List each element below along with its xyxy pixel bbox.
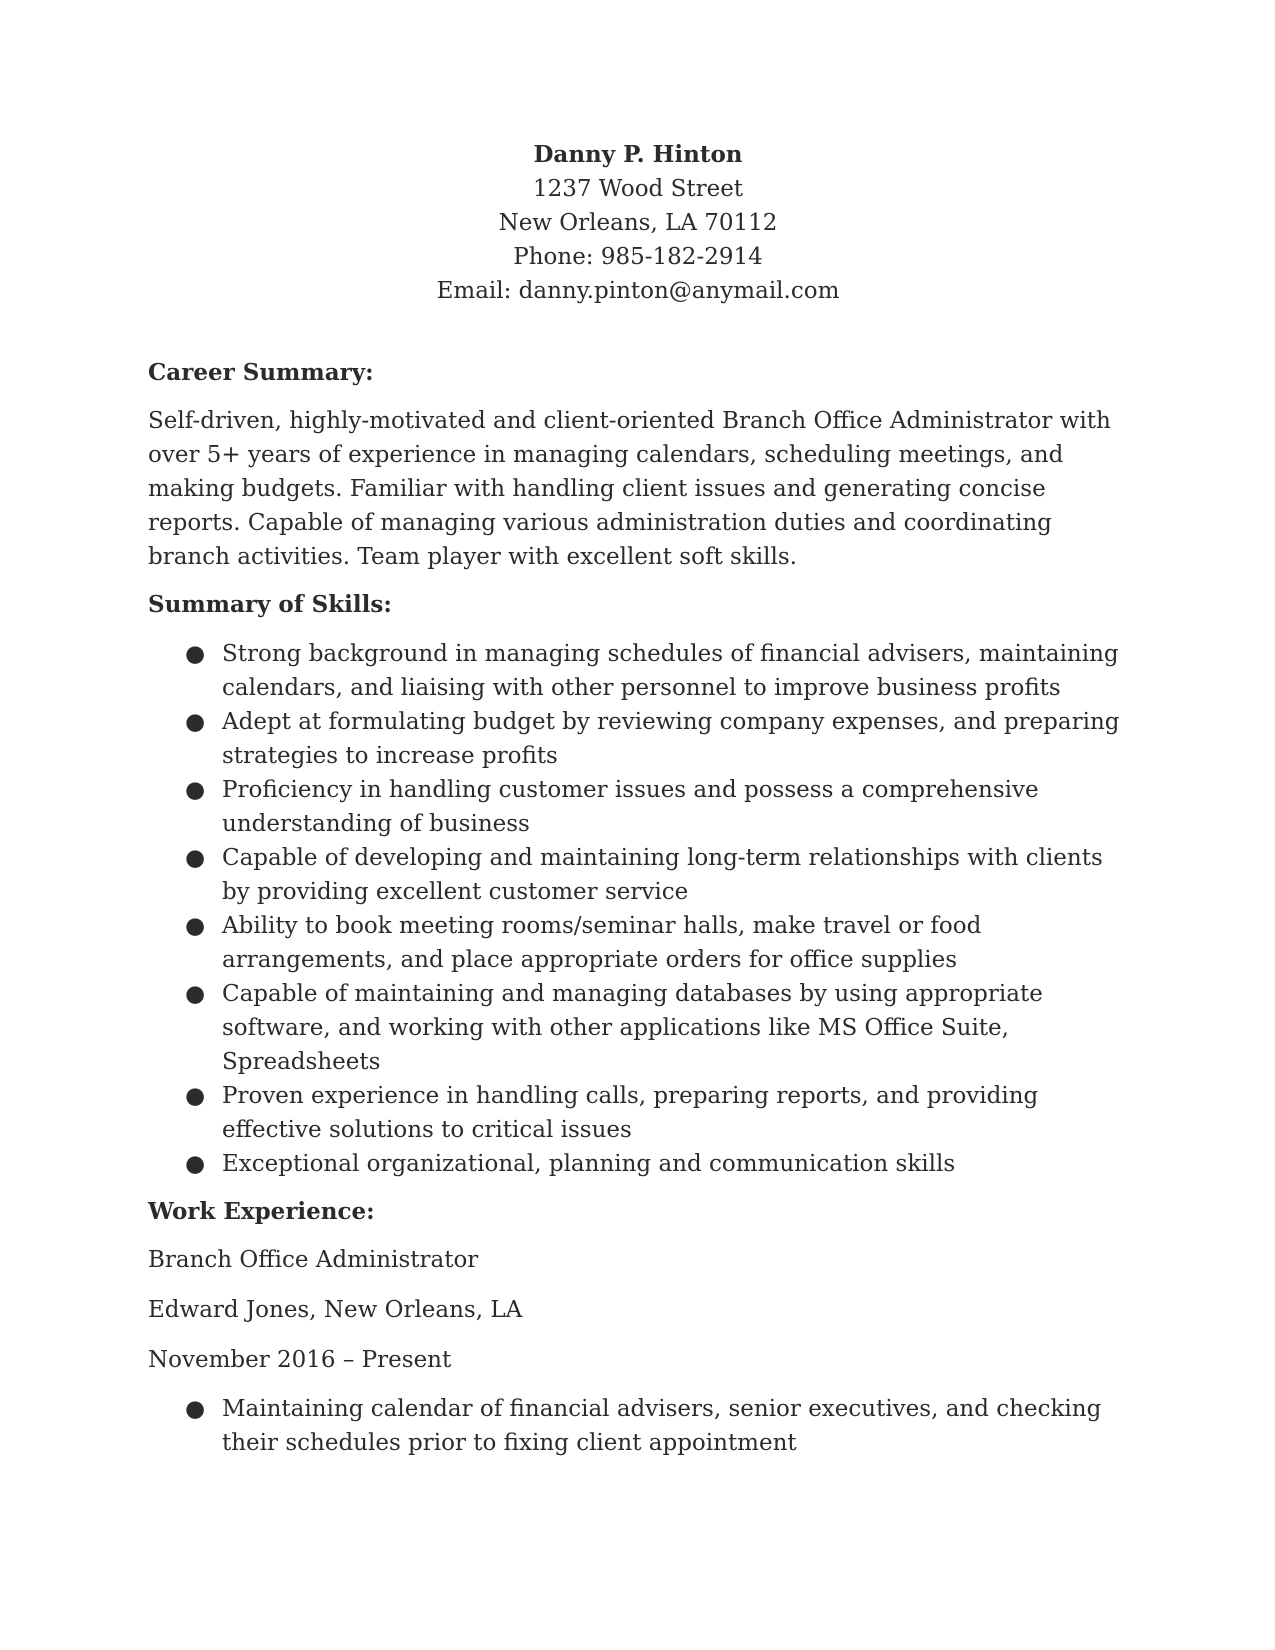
duty-text: Maintaining calendar of financial advisers, senior executives, and checking their schedules prior to fixing client appointment	[222, 1396, 1102, 1456]
bullet-icon: ●	[185, 641, 206, 667]
career-summary-text: Self-driven, highly-motivated and client-oriented Branch Office Administrator with over 5+ years of experience in managing calendars, scheduling meetings, and making budgets. Familiar with handling client issues and generating concise reports. Capable of managing various administration duties and coordinating branch activities. Team player with excellent soft skills.	[148, 408, 1111, 570]
work-experience-heading: Work Experience:	[148, 1198, 375, 1225]
skill-item	[148, 705, 1128, 773]
skill-text: Proven experience in handling calls, preparing reports, and providing effective solutions to critical issues	[222, 1083, 1039, 1143]
city-state-zip: New Orleans, LA 70112	[498, 210, 778, 236]
bullet-icon: ●	[185, 845, 206, 871]
contact-block	[148, 138, 1128, 308]
skill-item	[148, 1147, 1128, 1181]
skill-item	[148, 909, 1128, 977]
skill-text: Capable of maintaining and managing databases by using appropriate software, and working with other applications like MS Office Suite, Spreadsheets	[222, 981, 1043, 1075]
bullet-icon: ●	[185, 709, 206, 735]
bullet-icon: ●	[185, 981, 206, 1007]
skill-text: Adept at formulating budget by reviewing company expenses, and preparing strategies to increase profits	[222, 709, 1120, 769]
bullet-icon: ●	[185, 1151, 206, 1177]
skills-list	[148, 637, 1128, 1181]
job-title: Branch Office Administrator	[148, 1247, 479, 1273]
candidate-name: Danny P. Hinton	[533, 141, 743, 168]
skill-item	[148, 841, 1128, 909]
work-duties-list	[148, 1392, 1128, 1460]
bullet-icon: ●	[185, 913, 206, 939]
skill-text: Ability to book meeting rooms/seminar halls, make travel or food arrangements, and place appropriate orders for office supplies	[222, 913, 982, 973]
career-summary-heading: Career Summary:	[148, 359, 374, 386]
skill-text: Strong background in managing schedules of financial advisers, maintaining calendars, and liaising with other personnel to improve business profits	[222, 641, 1119, 701]
skill-text: Capable of developing and maintaining long-term relationships with clients by providing excellent customer service	[222, 845, 1103, 905]
street-address: 1237 Wood Street	[532, 176, 744, 202]
skill-item	[148, 773, 1128, 841]
bullet-icon: ●	[185, 1396, 206, 1422]
employment-dates: November 2016 – Present	[148, 1347, 452, 1373]
skills-heading: Summary of Skills:	[148, 591, 392, 618]
skill-item	[148, 977, 1128, 1079]
skill-item	[148, 1079, 1128, 1147]
resume-page	[148, 138, 1128, 1460]
phone-number: Phone: 985-182-2914	[513, 244, 763, 270]
skill-text: Proficiency in handling customer issues and possess a comprehensive understanding of business	[222, 777, 1039, 837]
email-address: Email: danny.pinton@anymail.com	[436, 278, 840, 304]
skill-text: Exceptional organizational, planning and communication skills	[222, 1151, 956, 1177]
duty-item	[148, 1392, 1128, 1460]
employer: Edward Jones, New Orleans, LA	[148, 1297, 523, 1323]
bullet-icon: ●	[185, 777, 206, 803]
bullet-icon: ●	[185, 1083, 206, 1109]
skill-item	[148, 637, 1128, 705]
